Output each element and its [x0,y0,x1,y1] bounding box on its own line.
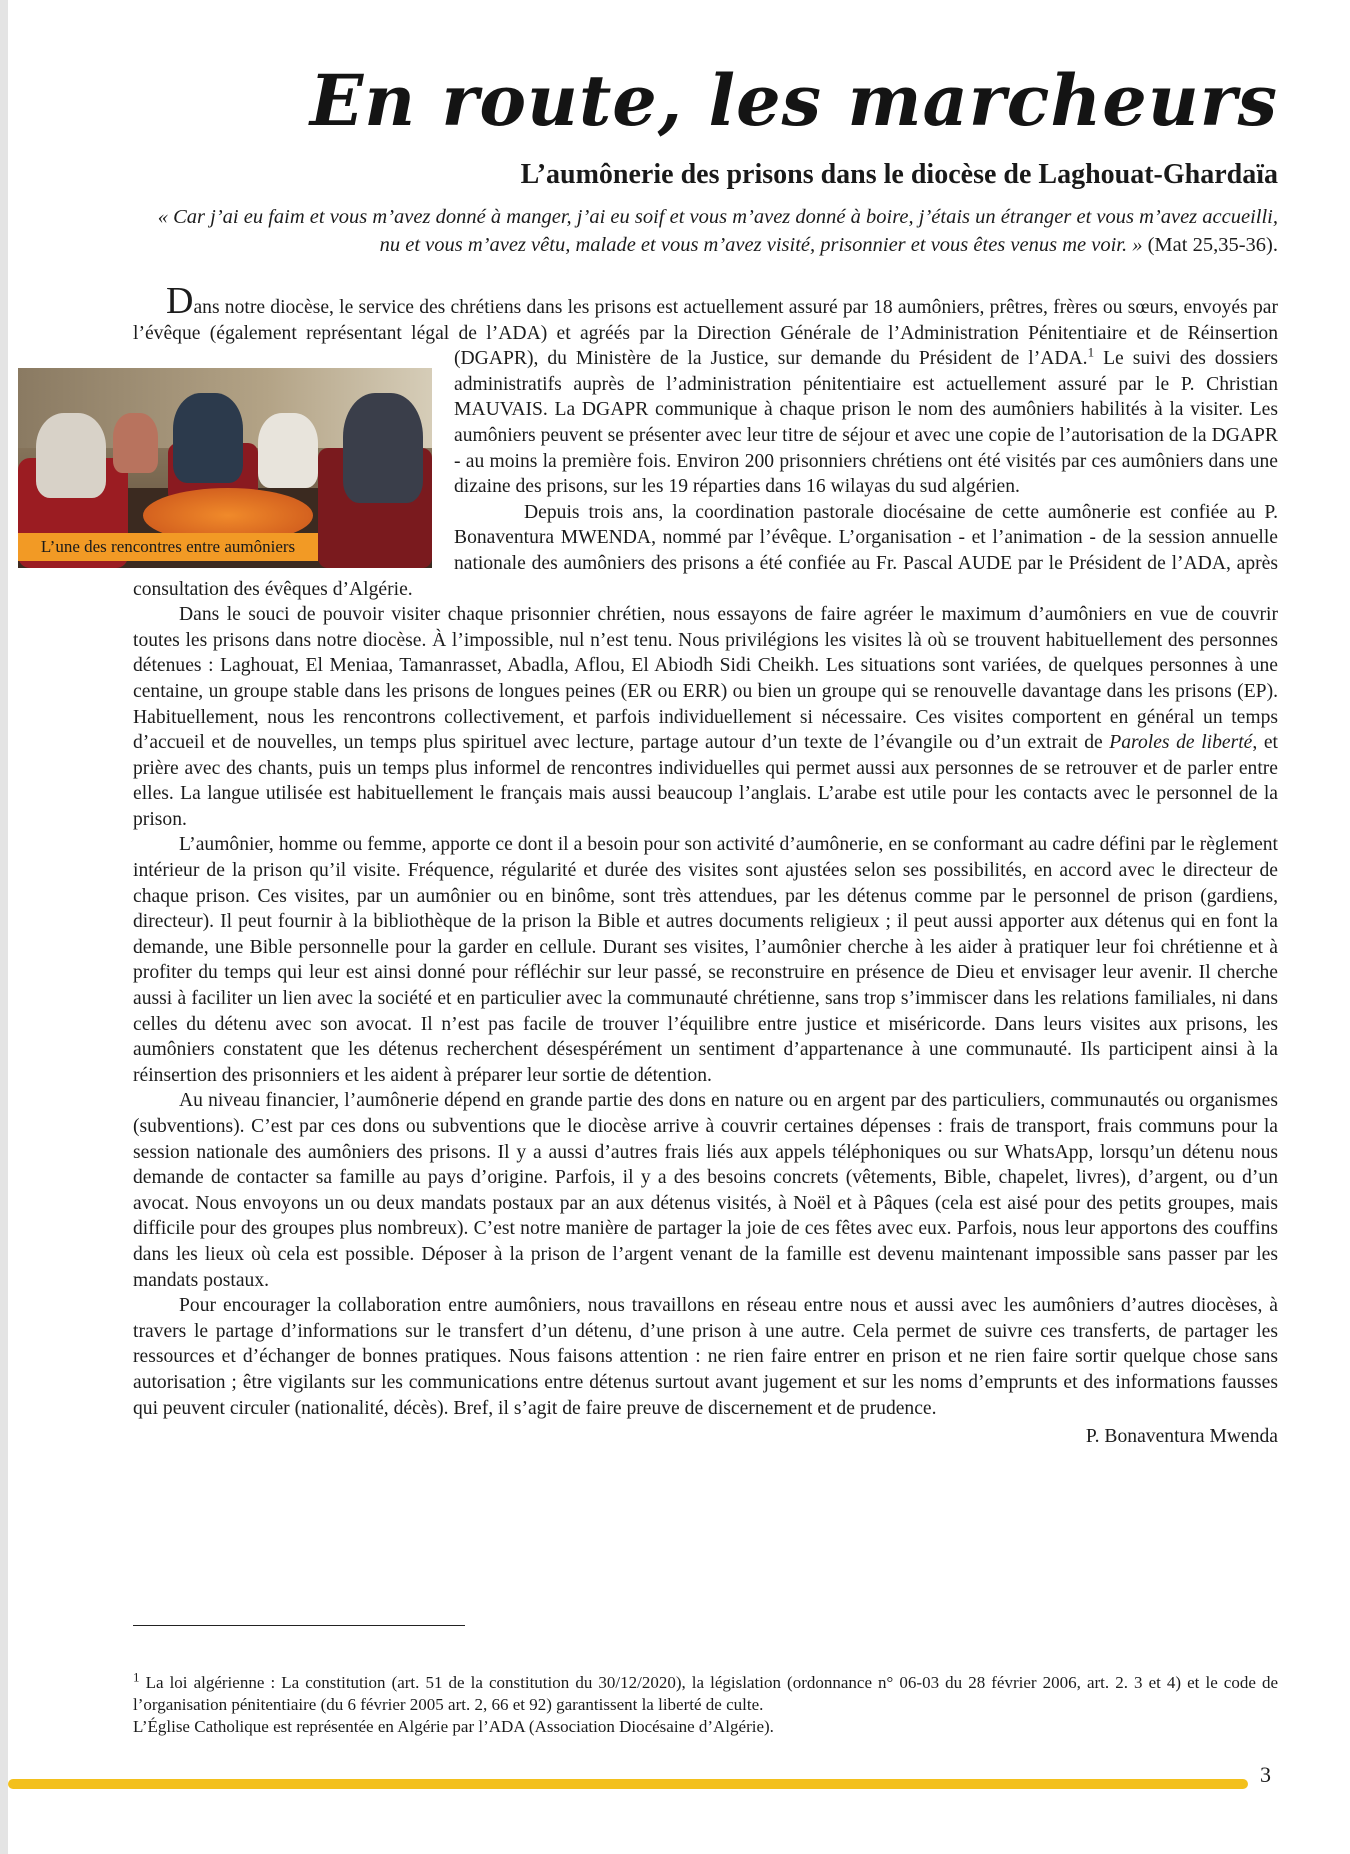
author-signature: P. Bonaventura Mwenda [1085,1426,1278,1448]
footnote-marker: 1 [133,1669,140,1685]
footnote-1-text: La loi algérienne : La constitution (art. 51 de la constitution du 30/12/2020), la législation (ordonnance n° 06-03 du 28 février 2006, art. 2. 3 et 4) et le code de l’organisation pénitentiaire (du 6 février 2005 art. 2, 66 et 92) garantissent la liberté de culte. [133,1673,1279,1714]
paragraph-1-text-a: ans notre diocèse, le service des chrétiens dans les prisons est actuellement assuré par 18 aumôniers, prêtres, frères ou sœurs, envoyés par l’évêque (également représentant légal de l’ADA) et agréés par la Direction Générale de l’Administration Pénitentiaire et de Réinsertion (DGAPR), du Ministère de la Justice, sur demande du Président de l’ADA. [133,297,1278,370]
footnote-reference[interactable]: 1 [1087,344,1095,360]
epigraph-reference: (Mat 25,35-36). [1147,234,1278,256]
article-title: En route, les marcheurs [309,59,1278,142]
paragraph-3-text-a: Dans le souci de pouvoir visiter chaque prisonnier chrétien, nous essayons de faire agréer le maximum d’aumôniers en vue de couvrir toutes les prisons dans notre diocèse. À l’impossible, nul n’est tenu. Nous privilégions les visites là où se trouvent habituellement des personnes détenues : Laghouat, El Meniaa, Tamanrasset, Abadla, Aflou, El Abiodh Sidi Cheikh. Les situations sont variées, de quelques personnes à une centaine, un groupe stable dans les prisons de longues peines (ER ou ERR) ou bien un groupe qui se renouvelle davantage dans les prisons (EP). Habituellement, nous les rencontrons collectivement, et parfois individuellement si nécessaire. Ces visites comportent en général un temps d’accueil et de nouvelles, un temps plus spirituel avec lecture, partage autour d’un texte de l’évangile ou d’un extrait de [133,604,1278,754]
paragraph-3-text-b: , et prière avec des chants, puis un temps plus informel de rencontres individuelles qui permet aussi aux personnes de se retrouver et de parler entre elles. La langue utilisée est habituellement le français mais aussi beaucoup l’anglais. L’arabe est utile pour les contacts avec le personnel de la prison. [133,732,1278,830]
photo-person [343,393,423,503]
paragraph-1-text-b: Le suivi des dossiers administratifs auprès de l’administration pénitentiaire est actuellement assuré par le P. Christian MAUVAIS. La DGAPR communique à chaque prison le nom des aumôniers habilités à la visiter. Les aumôniers peuvent se présenter avec leur titre de séjour et avec une copie de l’autorisation de la DGAPR - au moins la première fois. Environ 200 prisonniers chrétiens ont été visités par ces aumôniers dans une dizaine des prisons, sur les 19 réparties dans 16 wilayas du sud algérien. [454,348,1278,498]
photo-person [258,413,318,488]
page-gutter [0,0,8,1854]
page-number: 3 [1260,1762,1271,1787]
photo-person [173,393,243,483]
article-content [40,55,1278,1448]
footnotes [133,1669,1279,1738]
photo-person [36,413,106,498]
paragraph-2: Depuis trois ans, la coordination pastorale diocésaine de cette aumônerie est confiée au P. Bonaventura MWENDA, nommé par l’évêque. L’organisation - et l’animation - de la session annuelle nationale des aumôniers des prisons a été confiée au Fr. Pascal AUDE par le Président de l’ADA, après consultation des évêques d’Algérie. [133,501,1278,600]
footnote-divider [133,1625,465,1626]
paragraph-5: Au niveau financier, l’aumônerie dépend en grande partie des dons en nature ou en argent par des particuliers, communautés ou organismes (subventions). C’est par ces dons ou subventions que le diocèse arrive à couvrir certaines dépenses : frais de transport, frais communs pour la session nationale des aumôniers des prisons. Il y a aussi d’autres frais liés aux appels téléphoniques ou sur WhatsApp, lorsqu’un détenu nous demande de contacter sa famille au pays d’origine. Parfois, il y a des besoins concrets (vêtements, Bible, chapelet, livres), d’argent, ou d’un avocat. Nous envoyons un ou deux mandats postaux par an aux détenus visités, à Noël et à Pâques (cela est aisé pour des petits groupes, mais difficile pour des groupes plus nombreux). C’est notre manière de partager la joie de ces fêtes avec eux. Parfois, nous leur apportons des couffins dans les lieux où cela est possible. Déposer à la prison de l’argent venant de la famille est devenu maintenant impossible sans passer par les mandats postaux. [133,1090,1278,1291]
magazine-page [8,0,1350,1854]
article-subtitle: L’aumônerie des prisons dans le diocèse de Laghouat-Ghardaïa [520,159,1278,190]
article-body [40,280,1278,1421]
drop-cap: D [166,280,194,322]
photo-caption: L’une des rencontres entre aumôniers [18,533,318,561]
paragraph-4: L’aumônier, homme ou femme, apporte ce dont il a besoin pour son activité d’aumônerie, en se conformant au cadre défini par le règlement intérieur de la prison qu’il visite. Fréquence, régularité et durée des visites sont ajustées selon ses possibilités, en accord avec le directeur de chaque prison. Ces visites, par un aumônier ou en binôme, sont très attendues, par les détenus comme par le personnel de prison (gardiens, directeur). Il peut fournir à la bibliothèque de la prison la Bible et autres documents religieux ; il peut aussi apporter aux détenus qui en font la demande, une Bible personnelle pour la garder en cellule. Durant ses visites, l’aumônier cherche à les aider à pratiquer leur foi chrétienne et à profiter du temps qui leur est ainsi donné pour réfléchir sur leur passé, se reconstruire en présence de Dieu et envisager leur avenir. Il cherche aussi à faciliter un lien avec la société et en particulier avec la communauté chrétienne, sans trop s’immiscer dans les relations familiales, ni dans celles du détenu avec son avocat. Il n’est pas facile de trouver l’équilibre entre justice et miséricorde. Dans leurs visites aux prisons, les aumôniers constatent que les détenus recherchent désespérément un sentiment d’appartenance à une communauté. Ils participent ainsi à la réinsertion des prisonniers et les aident à préparer leur sortie de détention. [133,834,1278,1086]
photo-person [113,413,158,473]
paragraph-3 [133,602,1278,832]
epigraph [133,203,1278,259]
meeting-photo [18,368,432,568]
footnote-2: L’Église Catholique est représentée en Algérie par l’ADA (Association Diocésaine d’Algérie). [133,1717,774,1736]
footnote-1 [133,1669,1279,1716]
paragraph-6: Pour encourager la collaboration entre aumôniers, nous travaillons en réseau entre nous et aussi avec les aumôniers d’autres diocèses, à travers le partage d’informations sur le transfert d’un détenu, d’une prison à une autre. Cela permet de suivre ces transferts, de partager les ressources et d’échanger de bonnes pratiques. Nous faisons attention : ne rien faire entrer en prison et ne rien faire sortir quelque chose sans autorisation ; être vigilants sur les communications entre détenus surtout avant jugement et sur les noms d’emprunts et des informations fausses qui peuvent circuler (nationalité, décès). Bref, il s’agit de faire preuve de discernement et de prudence. [133,1295,1278,1419]
footer-bar [8,1779,1248,1789]
book-title: Paroles de liberté [1109,732,1253,754]
epigraph-quote: « Car j’ai eu faim et vous m’avez donné à manger, j’ai eu soif et vous m’avez donné à boire, j’étais un étranger et vous m’avez accueilli, nu et vous m’avez vêtu, malade et vous m’avez visité, prisonnier et vous êtes venus me voir. » [157,206,1278,256]
